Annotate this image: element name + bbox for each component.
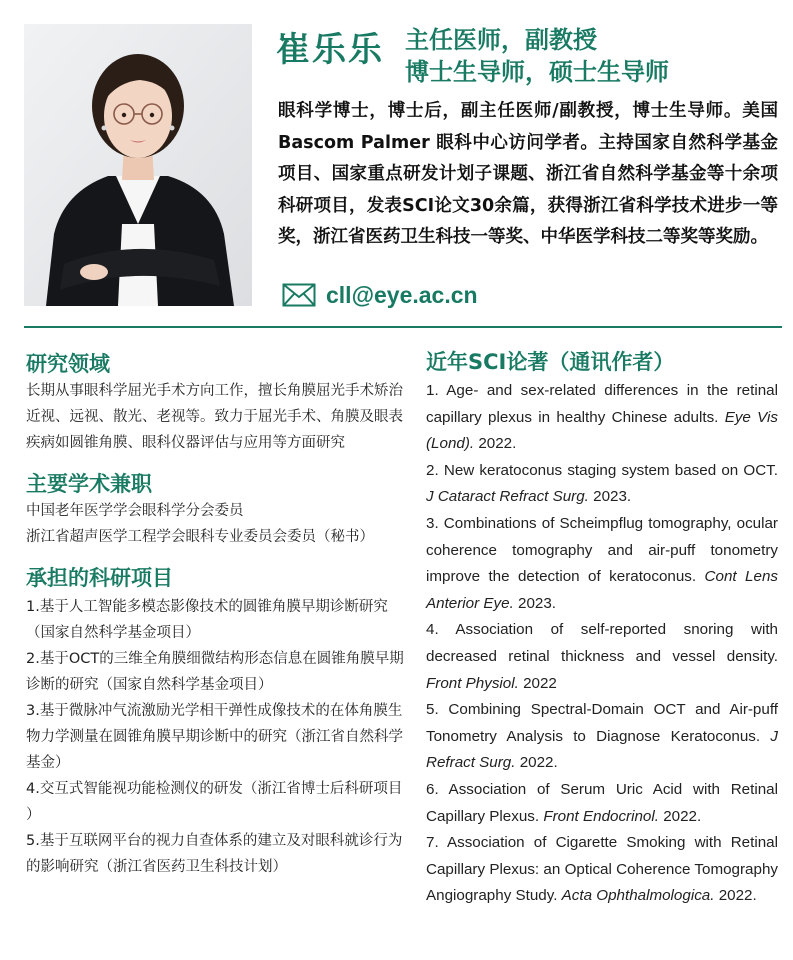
- person-name: 崔乐乐: [276, 30, 384, 70]
- publication-item: [426, 458, 778, 511]
- publication-year: 2022.: [658, 807, 702, 825]
- publication-title: 7. Association of Cigarette Smoking with Retinal Capillary Plexus: an Optical Coherence Tomography Angiography Study.: [426, 834, 778, 905]
- projects-section: [26, 564, 406, 880]
- publication-title: 1. Age- and sex-related differences in the retinal capillary plexus in healthy Chinese adults.: [426, 382, 778, 426]
- portrait-photo: [24, 24, 252, 306]
- portrait-illustration: [24, 24, 252, 306]
- publications-heading: 近年SCI论著（通讯作者）: [426, 350, 675, 374]
- publication-item: [426, 511, 778, 617]
- publication-journal: Acta Ophthalmologica.: [561, 887, 715, 905]
- title-block: [405, 24, 669, 88]
- publication-year: 2022: [518, 674, 557, 692]
- publication-journal: Cont Lens Anterior Eye.: [426, 568, 778, 612]
- publication-journal: Front Physiol.: [426, 674, 519, 692]
- publication-journal: J Cataract Refract Surg.: [426, 488, 589, 506]
- research-text: 长期从事眼科学屈光手术方向工作，擅长角膜屈光手术矫治近视、远视、散光、老视等。致力于屈光手术、角膜及眼表疾病如圆锥角膜、眼科仪器评估与应用等方面研究: [26, 383, 403, 451]
- title-line-2: 博士生导师，硕士生导师: [405, 58, 669, 86]
- publication-journal: J Refract Surg.: [426, 727, 778, 772]
- publication-item: [426, 777, 778, 830]
- publication-year: 2022.: [714, 887, 757, 905]
- publication-item: [426, 617, 778, 697]
- positions-section: [26, 470, 406, 550]
- projects-heading: 承担的科研项目: [26, 566, 173, 590]
- publication-title: 5. Combining Spectral-Domain OCT and Air-puff Tonometry Analysis to Diagnose Keratoconus.: [426, 701, 778, 745]
- publication-item: [426, 378, 778, 458]
- biography: 眼科学博士，博士后，副主任医师/副教授，博士生导师。美国 Bascom Palmer 眼科中心访问学者。主持国家自然科学基金项目、国家重点研发计划子课题、浙江省自然科学基金等十余项科研项目，发表SCI论文30余篇，获得浙江省科学技术进步一等奖，浙江省医药卫生科技一等奖、中华医学科技二等奖等奖励。: [278, 101, 778, 247]
- publication-journal: Eye Vis (Lond).: [426, 408, 778, 453]
- position-item: 中国老年医学学会眼科学分会委员: [26, 503, 244, 519]
- email-row: [282, 280, 478, 310]
- publication-title: 2. New keratoconus staging system based on OCT.: [426, 461, 778, 479]
- left-column: [26, 350, 406, 894]
- envelope-icon: [282, 283, 316, 307]
- publication-journal: Front Endocrinol.: [543, 807, 659, 825]
- publication-title: 6. Association of Serum Uric Acid with Retinal Capillary Plexus.: [426, 780, 778, 825]
- research-heading: 研究领域: [26, 352, 110, 376]
- publication-year: 2023.: [588, 488, 632, 506]
- publication-title: 3. Combinations of Scheimpflug tomography, ocular coherence tomography and air-puff tonometry improve the detection of keratoconus.: [426, 514, 778, 586]
- positions-heading: 主要学术兼职: [26, 472, 152, 496]
- publication-year: 2023.: [513, 594, 557, 612]
- publication-list: [426, 378, 778, 910]
- project-item: 1.基于人工智能多模态影像技术的圆锥角膜早期诊断研究（国家自然科学基金项目）: [26, 599, 388, 641]
- publication-title: 4. Association of self-reported snoring with decreased retinal thickness and vessel density.: [426, 621, 778, 665]
- project-item: 3.基于微脉冲气流激励光学相干弹性成像技术的在体角膜生物力学测量在圆锥角膜早期诊断中的研究（浙江省自然科学基金）: [26, 703, 403, 771]
- right-column: [426, 348, 778, 910]
- position-item: 浙江省超声医学工程学会眼科专业委员会委员（秘书）: [26, 529, 374, 545]
- title-line-1: 主任医师，副教授: [405, 26, 597, 54]
- section-divider: [24, 326, 782, 328]
- research-section: [26, 350, 406, 456]
- project-item: 2.基于OCT的三维全角膜细微结构形态信息在圆锥角膜早期诊断的研究（国家自然科学基金项目）: [26, 651, 404, 693]
- publication-year: 2022.: [474, 435, 517, 453]
- publication-item: [426, 697, 778, 777]
- publication-year: 2022.: [515, 754, 558, 772]
- email-link[interactable]: cll@eye.ac.cn: [326, 281, 478, 308]
- project-item: 4.交互式智能视功能检测仪的研发（浙江省博士后科研项目 ）: [26, 781, 403, 823]
- project-item: 5.基于互联网平台的视力自查体系的建立及对眼科就诊行为的影响研究（浙江省医药卫生科技计划）: [26, 833, 403, 875]
- publication-item: [426, 830, 778, 910]
